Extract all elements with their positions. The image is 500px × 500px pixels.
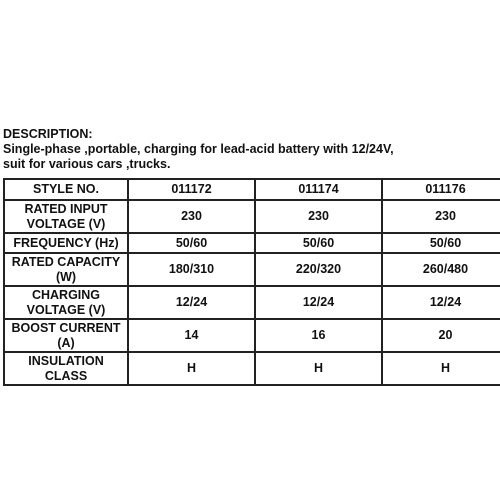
table-row xyxy=(4,200,500,233)
description-heading: DESCRIPTION: xyxy=(3,127,93,141)
row-label xyxy=(4,233,128,253)
table-cell: H xyxy=(382,352,500,385)
row-label-line: RATED CAPACITY xyxy=(11,254,121,269)
row-label-line: INSULATION xyxy=(28,353,104,368)
row-label-line: VOLTAGE (V) xyxy=(26,302,106,317)
table-cell: 260/480 xyxy=(382,253,500,286)
table-row xyxy=(4,319,500,352)
table-cell: 011172 xyxy=(128,179,255,200)
row-label-line: STYLE NO. xyxy=(33,182,99,196)
row-label-line: FREQUENCY (Hz) xyxy=(13,235,119,250)
row-label xyxy=(4,352,128,385)
row-label-line: BOOST CURRENT xyxy=(11,320,121,335)
table-cell: 220/320 xyxy=(255,253,382,286)
spec-table xyxy=(3,178,500,386)
table-row xyxy=(4,352,500,385)
row-label-line: (A) xyxy=(57,335,75,350)
description-line: Single-phase ,portable, charging for lead-acid battery with 12/24V, xyxy=(3,142,394,156)
table-cell: 230 xyxy=(382,200,500,233)
row-label xyxy=(4,319,128,352)
row-label-line: CHARGING xyxy=(31,287,101,302)
table-cell: 50/60 xyxy=(255,233,382,253)
table-cell: H xyxy=(128,352,255,385)
table-cell: 011174 xyxy=(255,179,382,200)
row-label-line: VOLTAGE (V) xyxy=(26,216,106,231)
table-cell: 16 xyxy=(255,319,382,352)
table-cell: 50/60 xyxy=(128,233,255,253)
row-label-line: CLASS xyxy=(44,368,88,383)
table-cell: 180/310 xyxy=(128,253,255,286)
row-label xyxy=(4,200,128,233)
row-label-line: RATED INPUT xyxy=(24,201,108,216)
row-label-line: (W) xyxy=(55,269,77,284)
table-cell: 12/24 xyxy=(382,286,500,319)
table-cell: H xyxy=(255,352,382,385)
table-cell: 14 xyxy=(128,319,255,352)
table-row xyxy=(4,253,500,286)
table-cell: 20 xyxy=(382,319,500,352)
table-row xyxy=(4,179,500,200)
row-label xyxy=(4,253,128,286)
table-cell: 12/24 xyxy=(255,286,382,319)
table-cell: 230 xyxy=(255,200,382,233)
table-cell: 50/60 xyxy=(382,233,500,253)
table-cell: 230 xyxy=(128,200,255,233)
description-block xyxy=(3,127,493,172)
description-line: suit for various cars ,trucks. xyxy=(3,157,171,171)
row-label xyxy=(4,286,128,319)
row-label xyxy=(4,179,128,200)
table-row xyxy=(4,233,500,253)
table-cell: 011176 xyxy=(382,179,500,200)
table-cell: 12/24 xyxy=(128,286,255,319)
table-row xyxy=(4,286,500,319)
